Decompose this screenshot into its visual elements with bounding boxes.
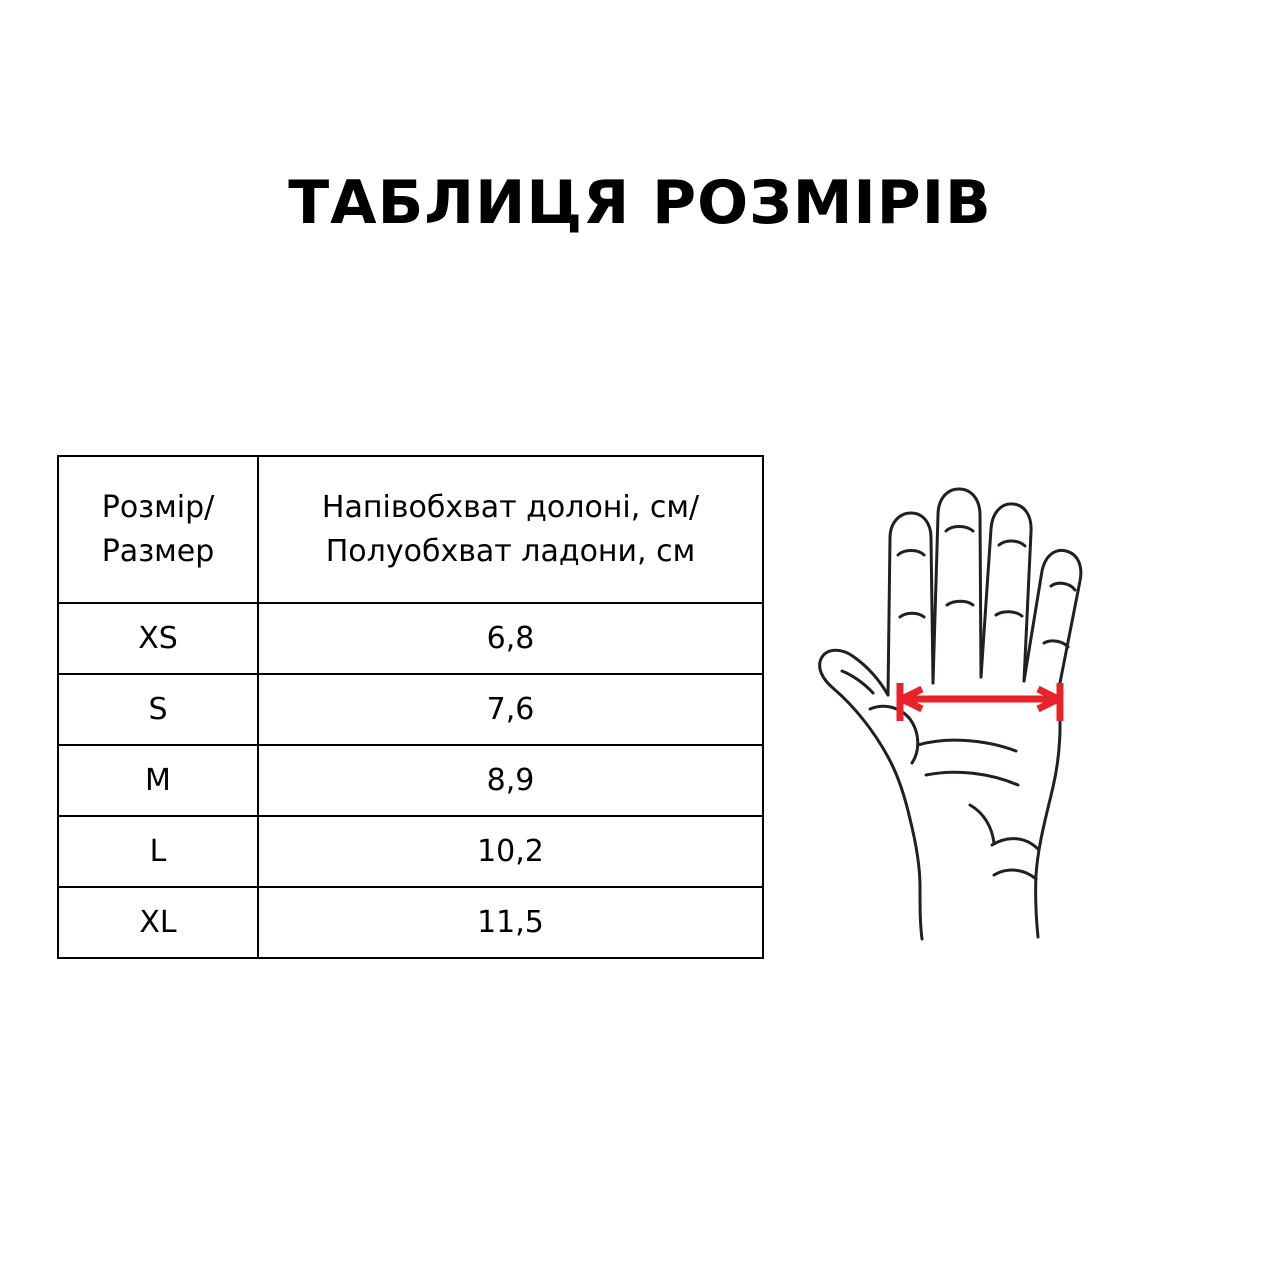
- column-header-size-line1: Розмір/: [101, 490, 215, 525]
- measurement-arrow-icon: [900, 683, 1060, 721]
- hand-outline-icon: [820, 489, 1081, 939]
- column-header-palm-girth: [258, 456, 763, 603]
- cell-palm-girth: 8,9: [258, 745, 763, 816]
- hand-measurement-diagram: [770, 445, 1170, 965]
- table-header-row: [58, 456, 763, 603]
- table-row: [58, 674, 763, 745]
- table-body: [58, 603, 763, 958]
- cell-palm-girth: 11,5: [258, 887, 763, 958]
- cell-size: XS: [58, 603, 258, 674]
- table-row: [58, 603, 763, 674]
- cell-palm-girth: 10,2: [258, 816, 763, 887]
- table-row: [58, 887, 763, 958]
- column-header-size: [58, 456, 258, 603]
- table-row: [58, 745, 763, 816]
- column-header-palm-girth-line1: Напівобхват долоні, см/: [321, 490, 700, 525]
- size-chart-table: [57, 455, 764, 959]
- cell-size: S: [58, 674, 258, 745]
- cell-palm-girth: 7,6: [258, 674, 763, 745]
- page-title: ТАБЛИЦЯ РОЗМІРІВ: [288, 168, 992, 238]
- table-row: [58, 816, 763, 887]
- column-header-palm-girth-line2: Полуобхват ладони, см: [325, 533, 696, 569]
- size-chart-table-container: [57, 455, 762, 959]
- cell-size: XL: [58, 887, 258, 958]
- column-header-size-line2: Размер: [101, 533, 215, 569]
- cell-size: L: [58, 816, 258, 887]
- table-header: [58, 456, 763, 603]
- cell-palm-girth: 6,8: [258, 603, 763, 674]
- cell-size: M: [58, 745, 258, 816]
